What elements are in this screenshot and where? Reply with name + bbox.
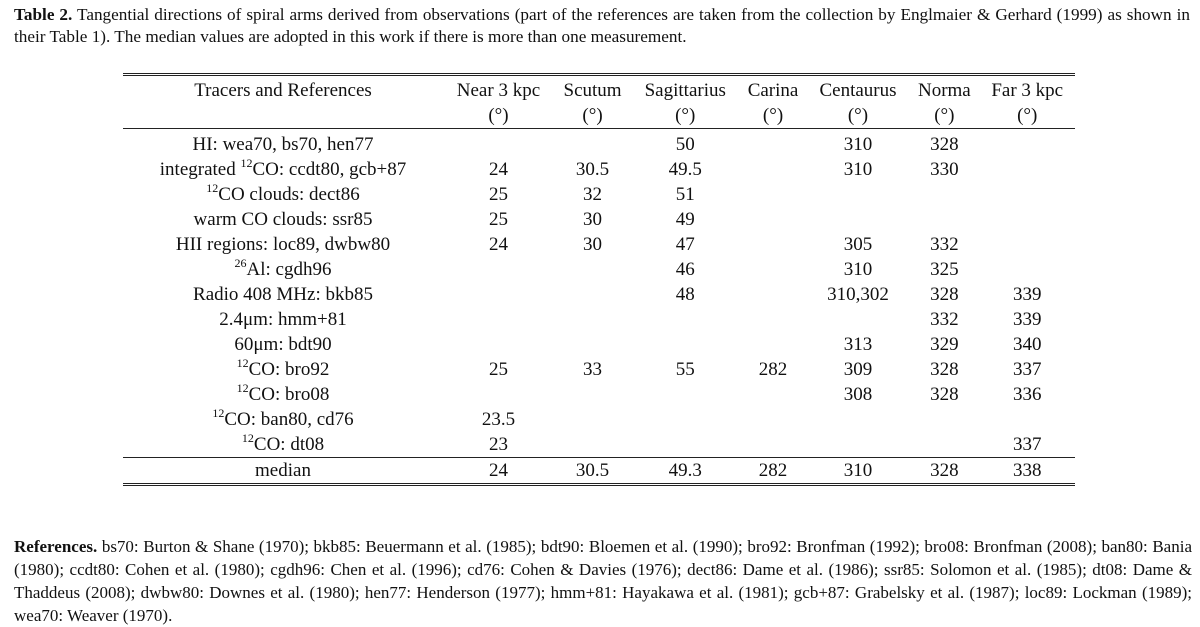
table-cell [443, 257, 554, 282]
row-label-text: CO: dt08 [253, 434, 325, 455]
unit-label: (°) [631, 103, 739, 129]
table-cell [807, 182, 910, 207]
table-cell [739, 257, 806, 282]
table-cell [739, 157, 806, 182]
table-cell: 340 [1012, 334, 1042, 355]
row-label-text: CO clouds: dect86 [218, 184, 360, 205]
table-cell: 325 [930, 259, 959, 280]
table-cell [443, 129, 554, 158]
table-cell: 339 [1012, 284, 1042, 305]
unit-label: (°) [554, 103, 631, 129]
table-cell: 48 [675, 284, 695, 305]
table-cell: 337 [1012, 434, 1042, 455]
table-cell [554, 129, 631, 158]
table-body [123, 129, 1075, 485]
median-cell: 310 [807, 458, 910, 485]
table-cell [739, 382, 806, 407]
table-cell [631, 382, 739, 407]
row-label [123, 257, 443, 282]
row-label-text: 2.4μm: hmm+81 [219, 309, 347, 330]
isotope-superscript: 12 [206, 181, 219, 195]
data-table [123, 73, 1075, 486]
isotope-superscript: 12 [236, 381, 249, 395]
table-cell: 30.5 [575, 159, 610, 180]
median-cell: 30.5 [554, 458, 631, 485]
row-label-text: CO: ccdt80, gcb+87 [252, 159, 407, 180]
table-row [123, 182, 1075, 207]
table-cell [739, 432, 806, 458]
table-cell [739, 332, 806, 357]
table-row [123, 232, 1075, 257]
table-row [123, 432, 1075, 458]
table-cell [909, 407, 979, 432]
table-cell: 23.5 [481, 409, 516, 430]
table-cell [443, 332, 554, 357]
table-cell: 50 [675, 134, 695, 155]
table-cell [807, 207, 910, 232]
row-label [123, 332, 443, 357]
table-cell [979, 407, 1075, 432]
table-cell [807, 432, 910, 458]
median-cell: 328 [909, 458, 979, 485]
row-label [123, 382, 443, 407]
table-cell [979, 207, 1075, 232]
unit-label: (°) [443, 103, 554, 129]
table-cell [739, 207, 806, 232]
row-label-text: warm CO clouds: ssr85 [193, 209, 373, 230]
table-header-row [123, 75, 1075, 104]
median-cell: 338 [979, 458, 1075, 485]
column-header: Near 3 kpc [443, 75, 554, 104]
table-cell [554, 332, 631, 357]
table-cell [443, 382, 554, 407]
row-label [123, 129, 443, 158]
row-label-text: 60μm: bdt90 [234, 334, 332, 355]
row-label [123, 357, 443, 382]
table-cell: 305 [843, 234, 873, 255]
table-cell [739, 307, 806, 332]
table-cell: 46 [675, 259, 695, 280]
table-cell [554, 432, 631, 458]
table-cell: 330 [930, 159, 959, 180]
row-label-text: HI: wea70, bs70, hen77 [192, 134, 374, 155]
row-label [123, 307, 443, 332]
table-cell: 336 [1012, 384, 1042, 405]
table-cell [554, 307, 631, 332]
isotope-superscript: 12 [212, 406, 225, 420]
table-cell: 49.5 [668, 159, 702, 180]
table-cell: 337 [1012, 359, 1042, 380]
table-cell: 332 [930, 234, 959, 255]
row-label [123, 407, 443, 432]
table-cell [739, 282, 806, 307]
table-cell [807, 307, 910, 332]
references [14, 535, 1192, 627]
caption-text: Tangential directions of spiral arms derived from observations (part of the references are taken from the collection by Englmaier & Gerhard (1999) as shown in their Table 1). The median values are adopted in this work if there is more than one measurement. [14, 5, 1191, 46]
row-label [123, 207, 443, 232]
row-label-prefix: integrated [159, 159, 241, 180]
column-header: Carina [739, 75, 806, 104]
table-cell [909, 207, 979, 232]
table-cell: 310,302 [827, 284, 889, 305]
column-header: Scutum [554, 75, 631, 104]
table-units-row [123, 103, 1075, 129]
table-cell: 309 [843, 359, 873, 380]
table-cell [909, 182, 979, 207]
column-header: Sagittarius [631, 75, 739, 104]
table-cell [554, 382, 631, 407]
median-cell: 49.3 [631, 458, 739, 485]
isotope-superscript: 12 [240, 156, 253, 170]
table-cell: 308 [843, 384, 873, 405]
row-label [123, 157, 443, 182]
median-row [123, 458, 1075, 485]
table-cell: 328 [930, 284, 959, 305]
table-cell [443, 307, 554, 332]
table-cell [807, 407, 910, 432]
table-cell: 49 [675, 209, 695, 230]
isotope-superscript: 12 [236, 356, 249, 370]
table-cell [979, 232, 1075, 257]
row-label-text: HII regions: loc89, dwbw80 [175, 234, 391, 255]
table-cell: 310 [843, 134, 873, 155]
table-cell: 332 [930, 309, 959, 330]
column-header: Norma [909, 75, 979, 104]
table-row [123, 129, 1075, 158]
table-cell: 328 [930, 134, 959, 155]
table-cell: 329 [930, 334, 959, 355]
unit-label: (°) [979, 103, 1075, 129]
table-cell: 23 [488, 434, 508, 455]
table-cell [739, 232, 806, 257]
table-cell [631, 407, 739, 432]
row-label-text: Radio 408 MHz: bkb85 [193, 284, 373, 305]
table-cell [979, 157, 1075, 182]
table-cell [631, 332, 739, 357]
unit-label: (°) [807, 103, 910, 129]
median-cell: 24 [443, 458, 554, 485]
table-row [123, 157, 1075, 182]
references-text: bs70: Burton & Shane (1970); bkb85: Beuermann et al. (1985); bdt90: Bloemen et al. (1990); bro92: Bronfman (1992); bro08: Bronfman (2008); ban80: Bania (1980); ccdt80: Cohen et al. (1980); cgdh96: Chen et al. (1996); cd76: Cohen & Davies (1976); dect86: Dame et al. (1986); ssr85: Solomon et al. (1985); dt08: Dame & Thaddeus (2008); dwbw80: Downes et al. (1980); hen77: Henderson (1977); hmm+81: Hayakawa et al. (1981); gcb+87: Grabelsky et al. (1987); loc89: Lockman (1989); wea70: Weaver (1970). [14, 537, 1192, 625]
table-row [123, 357, 1075, 382]
unit-label: (°) [739, 103, 806, 129]
table-caption [14, 4, 1190, 48]
table-row [123, 257, 1075, 282]
table-row [123, 332, 1075, 357]
table-cell [909, 432, 979, 458]
table-cell [739, 407, 806, 432]
caption-label: Table 2. [14, 5, 73, 24]
row-label [123, 232, 443, 257]
table-cell [443, 282, 554, 307]
table-cell: 339 [1012, 309, 1042, 330]
references-label: References. [14, 537, 98, 556]
row-label [123, 432, 443, 458]
unit-label: (°) [909, 103, 979, 129]
table-cell: 328 [930, 384, 959, 405]
table-cell: 282 [758, 359, 788, 380]
table-cell [631, 432, 739, 458]
table-cell: 51 [675, 184, 695, 205]
table-cell: 313 [843, 334, 873, 355]
table-cell: 310 [843, 259, 873, 280]
isotope-superscript: 26 [234, 256, 247, 270]
table-cell [631, 307, 739, 332]
row-label-text: CO: bro92 [248, 359, 330, 380]
column-header-tracers: Tracers and References [123, 75, 443, 104]
row-label-text: Al: cgdh96 [246, 259, 332, 280]
table-row [123, 307, 1075, 332]
table-cell: 55 [675, 359, 695, 380]
table-cell: 33 [583, 359, 603, 380]
row-label [123, 182, 443, 207]
table-row [123, 407, 1075, 432]
table-cell: 24 [488, 159, 508, 180]
table-cell [554, 407, 631, 432]
column-header: Centaurus [807, 75, 910, 104]
table-cell: 24 [488, 234, 508, 255]
isotope-superscript: 12 [241, 431, 254, 445]
table-row [123, 207, 1075, 232]
table-cell: 30 [583, 234, 603, 255]
table-cell: 47 [675, 234, 695, 255]
table-cell [554, 282, 631, 307]
column-header: Far 3 kpc [979, 75, 1075, 104]
table-cell [979, 257, 1075, 282]
table-cell: 25 [488, 359, 508, 380]
table-cell [554, 257, 631, 282]
table-row [123, 382, 1075, 407]
table-cell [979, 182, 1075, 207]
table-row [123, 282, 1075, 307]
row-label-text: CO: ban80, cd76 [224, 409, 354, 430]
row-label [123, 282, 443, 307]
table-cell [739, 182, 806, 207]
table-cell: 310 [843, 159, 873, 180]
median-label: median [123, 458, 443, 485]
table-cell: 25 [488, 184, 508, 205]
median-cell: 282 [739, 458, 806, 485]
table-cell: 25 [488, 209, 508, 230]
table-cell: 30 [583, 209, 603, 230]
table-cell: 32 [583, 184, 603, 205]
row-label-text: CO: bro08 [248, 384, 330, 405]
table-cell [979, 129, 1075, 158]
table-cell: 328 [930, 359, 959, 380]
table-cell [739, 129, 806, 158]
